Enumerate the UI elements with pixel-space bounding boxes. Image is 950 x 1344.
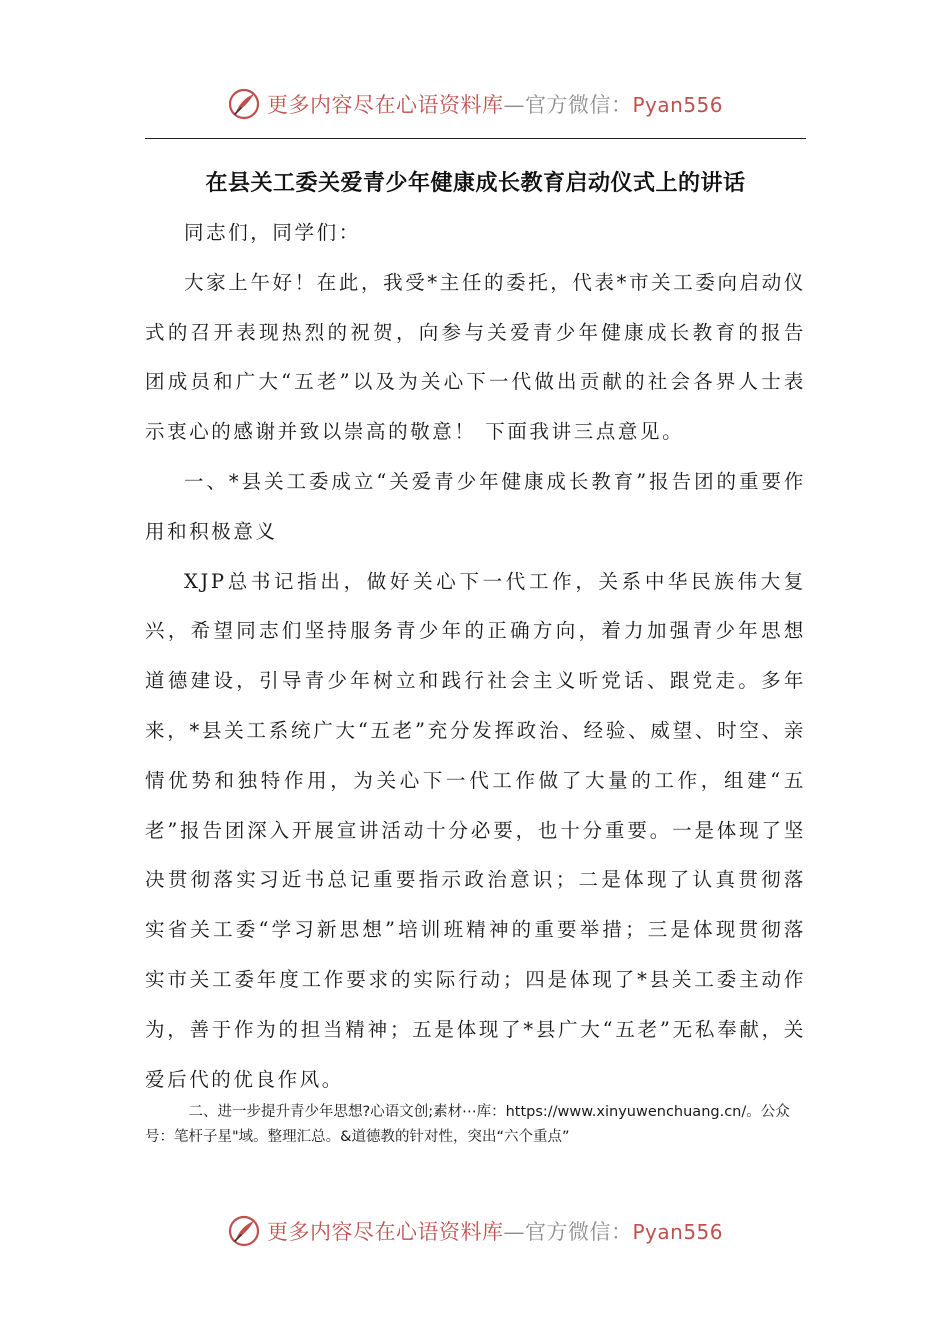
watermark-handle: Pyan556 bbox=[632, 93, 723, 117]
quill-logo-icon bbox=[227, 1214, 261, 1248]
header-watermark bbox=[0, 84, 950, 124]
footer-watermark bbox=[0, 1211, 950, 1251]
document-title: 在县关工委关爱青少年健康成长教育启动仪式上的讲话 bbox=[205, 171, 746, 196]
watermark-label: 官方微信： bbox=[524, 93, 633, 117]
watermark-main: 更多内容尽在心语资料库 bbox=[266, 1220, 504, 1244]
header-divider bbox=[145, 138, 806, 139]
document-body bbox=[145, 208, 806, 1104]
quill-logo-icon bbox=[227, 87, 261, 121]
footnote-text bbox=[145, 1100, 815, 1150]
watermark-text bbox=[267, 1216, 723, 1246]
watermark-label: 官方微信： bbox=[524, 1220, 633, 1244]
salutation-paragraph: 同志们，同学们： bbox=[184, 221, 361, 244]
greeting-paragraph: 大家上午好！在此，我受*主任的委托，代表*市关工委向启动仪式的召开表现热烈的祝贺，向参与关爱青少年健康成长教育的报告团成员和广大“五老”以及为关心下一代做出贡献的社会各界人士表示衷心的感谢并致以崇高的敬意！ 下面我讲三点意见。 bbox=[145, 270, 806, 444]
watermark-handle: Pyan556 bbox=[632, 1220, 723, 1244]
section-one-paragraph: XJP总书记指出，做好关心下一代工作，关系中华民族伟大复兴，希望同志们坚持服务青少年的正确方向，着力加强青少年思想道德建设，引导青少年树立和践行社会主义听党话、跟党走。多年来，*县关工系统广大“五老”充分发挥政治、经验、威望、时空、亲情优势和独特作用，为关心下一代工作做了大量的工作，组建“五老”报告团深入开展宣讲活动十分必要，也十分重要。一是体现了坚决贯彻落实习近书总记重要指示政治意识；二是体现了认真贯彻落实省关工委“学习新思想”培训班精神的重要举措；三是体现贯彻落实市关工委年度工作要求的实际行动；四是体现了*县关工委主动作为，善于作为的担当精神；五是体现了*县广大“五老”无私奉献，关爱后代的优良作风。 bbox=[145, 569, 806, 1091]
watermark-text bbox=[267, 89, 723, 119]
watermark-main: 更多内容尽在心语资料库 bbox=[266, 93, 504, 117]
section-one-heading: 一、*县关工委成立“关爱青少年健康成长教育”报告团的重要作用和积极意义 bbox=[145, 469, 806, 543]
watermark-dash: — bbox=[503, 93, 525, 117]
footnote-paragraph: 二、进一步提升青少年思想?心语文创;素材⋯库：https://www.xinyuwenchuang.cn/。公众号：笔杆子星"域。整理汇总。&道德教的针对性，突出“六个重点” bbox=[145, 1104, 790, 1145]
watermark-dash: — bbox=[503, 1220, 525, 1244]
